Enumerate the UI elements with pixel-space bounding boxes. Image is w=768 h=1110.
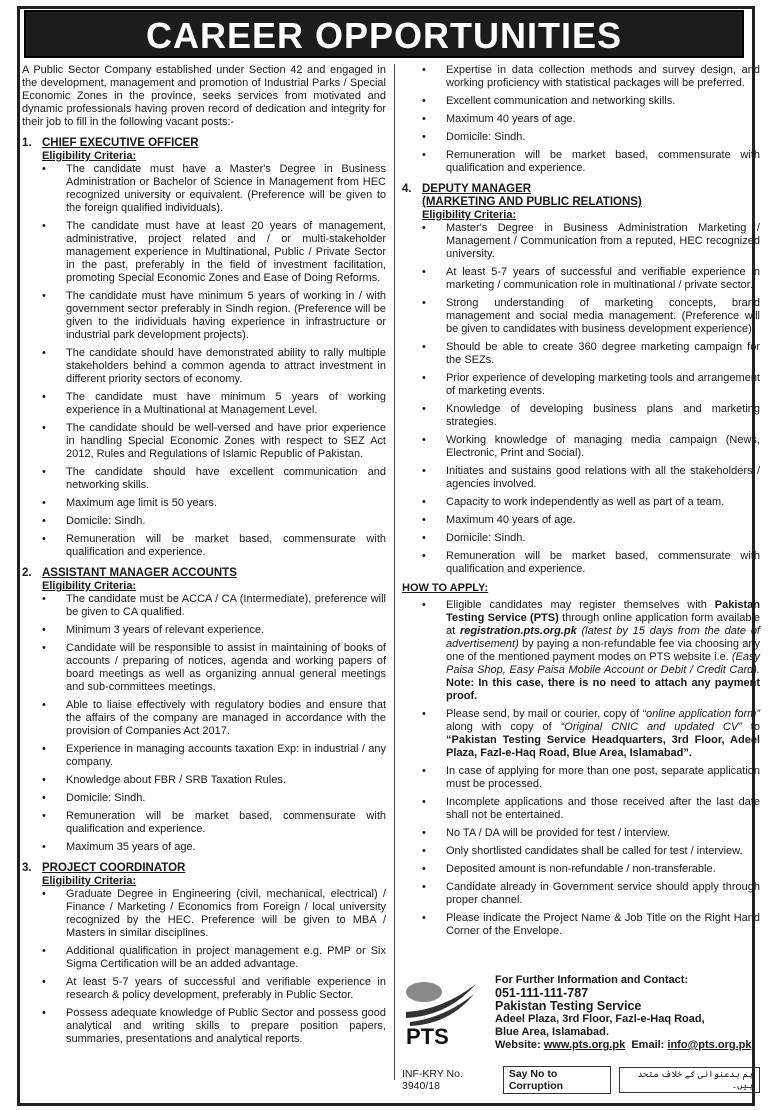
page-title: CAREER OPPORTUNITIES: [24, 10, 744, 58]
criteria-item: • Candidate will be responsible to assist in maintaining of books of accounts / preparing of notices, agenda and working papers of board meetings as well as organizing annual general meetings and sub-committees meetings.: [22, 642, 386, 694]
apply-item: [402, 796, 760, 822]
apply-item: [402, 863, 760, 876]
criteria-list: [22, 163, 386, 559]
section-title-row: [22, 862, 386, 875]
criteria-item: • At least 5-7 years of successful and verifiable experience in marketing / communication role in multinational / private sector.: [402, 266, 760, 292]
pts-logo: [402, 980, 480, 1046]
contact-address-1: Adeel Plaza, 3rd Floor, Fazl-e-Haq Road,: [495, 1013, 705, 1025]
apply-text: to: [741, 721, 760, 733]
column-divider: [394, 64, 395, 1080]
criteria-item: • Excellent communication and networking skills.: [402, 95, 760, 108]
eligibility-heading: Eligibility Criteria:: [42, 580, 137, 592]
criteria-item: • The candidate must have a Master's Degree in Business Administration or Bachelor of Science in Management from HEC recognized university or equivalent. (Preference will be given to the foreign qualified individuals).: [22, 163, 386, 215]
criteria-item: • Domicile: Sindh.: [22, 515, 386, 528]
section-2: [22, 567, 386, 854]
criteria-item: • Remuneration will be market based, commensurate with qualification and experience.: [22, 810, 386, 836]
section-title: DEPUTY MANAGER: [422, 183, 532, 195]
criteria-item: • Initiates and sustains good relations with all the stakeholders / agencies involved.: [402, 465, 760, 491]
criteria-item: • Knowledge about FBR / SRB Taxation Rules.: [22, 774, 386, 787]
apply-item: [402, 765, 760, 791]
criteria-item: • Domicile: Sindh.: [402, 532, 760, 545]
apply-text: No TA / DA will be provided for test / interview.: [446, 827, 670, 839]
criteria-list: [22, 593, 386, 854]
apply-text: Please send, by mail or courier, copy of: [446, 708, 643, 720]
criteria-item: • Able to liaise effectively with regulatory bodies and ensure that the affairs of the company are managed in accordance with the provision of Companies Act 2017.: [22, 699, 386, 738]
criteria-item: • Possess adequate knowledge of Public Sector and possess good analytical and writing skills to prepare position papers, summaries, presentations and analytical reports.: [22, 1007, 386, 1046]
apply-item: [402, 845, 760, 858]
section-title: CHIEF EXECUTIVE OFFICER: [42, 137, 199, 149]
criteria-item: • The candidate must have minimum 5 years of working in / with government sector preferably in Sindh region. (Preference will be given to the individuals having experience in infrastructure or industrial park development projects).: [22, 290, 386, 342]
section-title-row: [22, 567, 386, 580]
section-title-row: [22, 137, 386, 150]
section-3: [22, 862, 386, 1046]
slogan-box: Say No to Corruption: [503, 1066, 611, 1094]
right-column: [402, 64, 760, 943]
section-title-sub: (MARKETING AND PUBLIC RELATIONS): [422, 196, 642, 208]
apply-text: Eligible candidates may register themselves with: [446, 599, 715, 611]
criteria-item: • Prior experience of developing marketing tools and arrangement of marketing events.: [402, 372, 760, 398]
intro-paragraph: A Public Sector Company established under Section 42 and engaged in the development, management and promotion of Industrial Parks / Special Economic Zones in the province, seeks services from motivated and dynamic professionals having proven record of dedication and integrity for their job to fill in the following vacant posts:-: [22, 64, 386, 128]
section-number: 1.: [22, 137, 32, 149]
eligibility-heading: Eligibility Criteria:: [42, 875, 137, 887]
urdu-slogan-box: ہم بدعنوانی کے خلاف متحد ہیں۔: [619, 1067, 760, 1093]
reference-number: INF-KRY No. 3940/18: [402, 1068, 463, 1092]
criteria-item: • Additional qualification in project management e.g. PMP or Six Sigma Certification will be an added advantage.: [22, 945, 386, 971]
footer: [402, 1070, 760, 1090]
criteria-list: [22, 888, 386, 1046]
project-coordinator-continued: [402, 64, 760, 175]
criteria-item: • The candidate must have at least 20 years of management, administrative, project related and / or multi-stakeholder management experience in Multinational, Public / Private Sector in the past, preferably in the field of investment facilitation, promoting Special Economic Zones and Ease of Doing Reforms.: [22, 220, 386, 285]
section-title: PROJECT COORDINATOR: [42, 862, 186, 874]
eligibility-heading: Eligibility Criteria:: [42, 150, 137, 162]
left-column: [22, 64, 386, 1051]
apply-text: Please indicate the Project Name & Job Title on the Right Hand Corner of the Envelope.: [446, 912, 760, 937]
criteria-item: • Strong understanding of marketing concepts, brand management and social media management. (Preference will be given to candidates with business development experience).: [402, 297, 760, 336]
apply-item: [402, 912, 760, 938]
apply-text: registration.pts.org.pk: [459, 625, 577, 637]
apply-item: [402, 881, 760, 907]
criteria-item: • Experience in managing accounts taxation Exp: in industrial / any company.: [22, 743, 386, 769]
criteria-item: • The candidate should be well-versed and have prior experience in handling Special Economic Zones with respect to SEZ Act 2012, Rules and Regulations of Islamic Republic of Pakistan.: [22, 422, 386, 461]
apply-item: [402, 827, 760, 840]
apply-text: In case of applying for more than one post, separate application must be processed.: [446, 765, 760, 790]
email-link[interactable]: info@pts.org.pk: [667, 1039, 752, 1051]
section-title: ASSISTANT MANAGER ACCOUNTS: [42, 567, 237, 579]
contact-address-2: Blue Area, Islamabad.: [495, 1026, 609, 1038]
apply-text: “Pakistan Testing Service Headquarters, 3rd Floor, Adeel Plaza, Fazl-e-Haq Road, Blue Area, Islamabad”.: [446, 734, 760, 759]
criteria-item: • Master's Degree in Business Administration Marketing / Management / Communication from a reputed, HEC recognized university.: [402, 222, 760, 261]
apply-item: [402, 708, 760, 760]
contact-phone: 051-111-111-787: [495, 986, 589, 1000]
section-number: 3.: [22, 862, 32, 874]
apply-text: (Easy Paisa Shop, Easy Paisa Mobile Account or Debit / Credit Card).: [446, 651, 760, 676]
contact-heading: For Further Information and Contact:: [495, 974, 689, 986]
apply-text: along with copy of: [446, 721, 561, 733]
section-deputy-manager: [402, 183, 760, 576]
contact-org: Pakistan Testing Service: [495, 999, 642, 1013]
eligibility-heading: Eligibility Criteria:: [422, 209, 517, 221]
website-label: Website:: [495, 1039, 541, 1051]
criteria-item: • Graduate Degree in Engineering (civil, mechanical, electrical) / Finance / Marketing / Economics from Foreign / local university recognized by the HEC. Preference will be given to MBA / Masters in similar disciplines.: [22, 888, 386, 940]
criteria-item: • Knowledge of developing business plans and marketing strategies.: [402, 403, 760, 429]
apply-text: through online application form available at: [446, 612, 760, 637]
apply-text: Candidate already in Government service should apply through proper channel.: [446, 881, 760, 906]
criteria-item: • The candidate should have demonstrated ability to rally multiple stakeholders behind a common agenda to attract investment in different priority sectors of economy.: [22, 347, 386, 386]
apply-text: Deposited amount is non-refundable / non-transferable.: [446, 863, 716, 875]
criteria-item: • Capacity to work independently as well as part of a team.: [402, 496, 760, 509]
apply-text: (latest by 15 days from the date of advertisement): [446, 625, 760, 650]
criteria-item: • Working knowledge of managing media campaign (News, Electronic, Print and Social).: [402, 434, 760, 460]
criteria-item: • The candidate should have excellent communication and networking skills.: [22, 466, 386, 492]
apply-text: Note: In this case, there is no need to attach any payment proof.: [446, 677, 760, 702]
criteria-item: • Maximum 40 years of age.: [402, 514, 760, 527]
criteria-item: • Maximum 40 years of age.: [402, 113, 760, 126]
apply-text: by paying a non-refundable fee via choosing any one of the mentioned payment modes on PTS website i.e.: [446, 638, 760, 663]
how-to-apply-heading: HOW TO APPLY:: [402, 582, 489, 594]
apply-text: Incomplete applications and those received after the last date shall not be entertained.: [446, 796, 760, 821]
apply-item: [402, 599, 760, 703]
svg-text:PTS: PTS: [406, 1024, 449, 1046]
criteria-item: • Maximum age limit is 50 years.: [22, 497, 386, 510]
criteria-item: • At least 5-7 years of successful and verifiable experience in research & policy development, preferably in Public Sector.: [22, 976, 386, 1002]
apply-text: “online application form”: [642, 708, 760, 720]
apply-text: “Original CNIC and updated CV”: [560, 721, 742, 733]
criteria-item: • Expertise in data collection methods and survey design, and working proficiency with statistical packages will be preferred.: [402, 64, 760, 90]
contact-block: [402, 974, 760, 1051]
criteria-item: • Remuneration will be market based, commensurate with qualification and experience.: [22, 533, 386, 559]
email-label: Email:: [631, 1039, 665, 1051]
section-number: 2.: [22, 567, 32, 579]
criteria-item: • Domicile: Sindh.: [22, 792, 386, 805]
section-1: [22, 137, 386, 559]
website-link[interactable]: www.pts.org.pk: [543, 1039, 626, 1051]
apply-text: Only shortlisted candidates shall be called for test / interview.: [446, 845, 743, 857]
criteria-item: • Should be able to create 360 degree marketing campaign for the SEZs.: [402, 341, 760, 367]
apply-text: Pakistan Testing Service (PTS): [446, 599, 760, 624]
criteria-item: • Maximum 35 years of age.: [22, 841, 386, 854]
how-to-apply-list: [402, 599, 760, 938]
criteria-item: • Remuneration will be market based, commensurate with qualification and experience.: [402, 149, 760, 175]
criteria-item: • Minimum 3 years of relevant experience.: [22, 624, 386, 637]
section-number: 4.: [402, 183, 412, 195]
criteria-item: • The candidate must have minimum 5 years of working experience in a Multinational at Management Level.: [22, 391, 386, 417]
criteria-item: • Domicile: Sindh.: [402, 131, 760, 144]
criteria-item: • The candidate must be ACCA / CA (Intermediate), preference will be given to CA qualified.: [22, 593, 386, 619]
criteria-item: • Remuneration will be market based, commensurate with qualification and experience.: [402, 550, 760, 576]
